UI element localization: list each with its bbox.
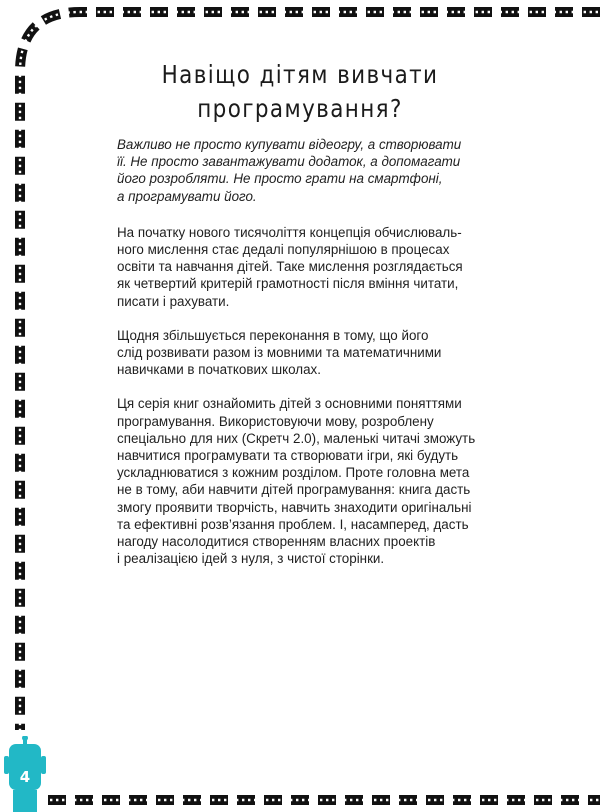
paragraph-line: Щодня збільшується переконання в тому, що його: [117, 327, 429, 343]
intro-line: її. Не просто завантажувати додаток, а допомагати: [117, 154, 461, 170]
paragraph-line: освіти та навчання дітей. Таке мислення розглядається: [117, 259, 463, 275]
paragraph-line: програмування. Використовуючи мову, розроблену: [117, 413, 434, 429]
body-paragraph: [117, 395, 489, 567]
title-line: Навіщо дітям вивчати: [161, 60, 439, 89]
intro-line: Важливо не просто купувати відеогру, а створювати: [117, 137, 462, 152]
article-body: [117, 136, 489, 584]
intro-paragraph: [117, 136, 489, 205]
title-line: програмування?: [197, 94, 403, 123]
paragraph-line: спеціально для них (Скретч 2.0), маленькі читачі зможуть: [117, 430, 476, 446]
paragraph-line: слід розвивати разом із мовними та математичними: [117, 345, 442, 361]
paragraph-line: як четвертий критерій грамотності після вміння читати,: [117, 276, 459, 292]
intro-line: а програмувати його.: [117, 188, 257, 204]
body-paragraph: [117, 224, 489, 310]
paragraph-line: навичками в початкових школах.: [117, 362, 321, 378]
body-paragraph: [117, 327, 489, 379]
paragraph-line: не в тому, аби навчити дітей програмування: книга дасть: [117, 482, 471, 498]
paragraph-line: ускладнюватися з кожним розділом. Проте головна мета: [117, 465, 470, 481]
paragraph-line: писати і рахувати.: [117, 293, 230, 309]
paragraph-line: ного мислення стає дедалі популярнішою в процесах: [117, 242, 450, 258]
paragraph-line: змогу проявити творчість, навчить знаходити оригінальні: [117, 499, 472, 515]
page-title: [137, 58, 464, 126]
paragraph-line: нагоду насолодитися створенням власних проектів: [117, 534, 436, 550]
intro-line: його розробляти. Не просто грати на смартфоні,: [117, 171, 443, 187]
paragraph-line: На початку нового тисячоліття концепція обчислюваль-: [117, 224, 462, 240]
paragraph-line: і реалізацією ідей з нуля, з чистої сторінки.: [117, 551, 385, 567]
paragraph-line: Ця серія книг ознайомить дітей з основними поняттями: [117, 396, 462, 412]
paragraph-line: та ефективні розв’язання проблем. І, насамперед, дасть: [117, 516, 469, 532]
paragraph-line: навчитися програмувати та створювати ігри, які будуть: [117, 448, 459, 464]
page-number: 4: [19, 768, 31, 786]
